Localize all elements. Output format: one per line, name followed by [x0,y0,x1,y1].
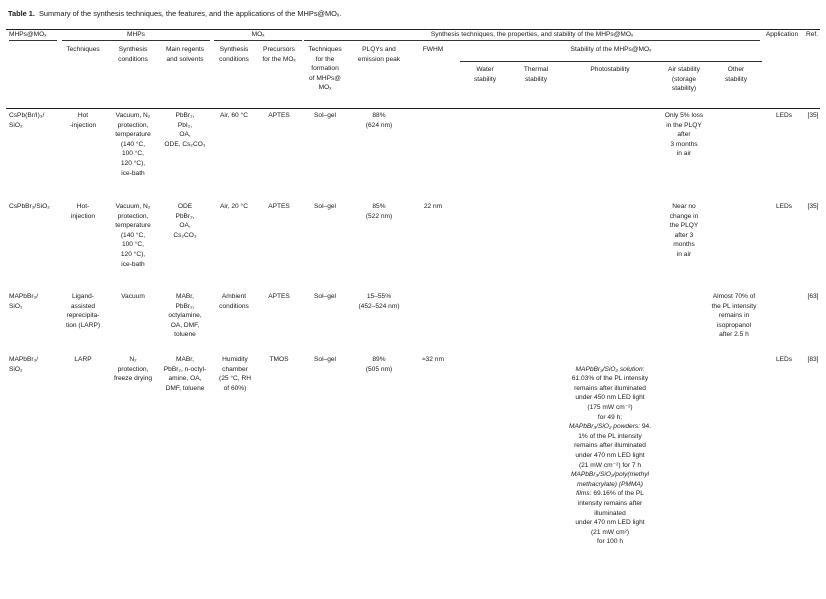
row3-mox-conditions: Ambient conditions [219,293,249,310]
row1-plqy: 88% (624 nm) [365,112,393,129]
header-stab-thermal: Thermal stability [523,66,549,83]
row2-formation: Sol–gel [314,203,336,210]
row3-material: MAPbBr₃/ SiO₂ [9,293,39,310]
header-group-synthesis: Synthesis techniques, the properties, and stability of the MHPs@MOₓ [430,31,634,38]
row4-formation: Sol–gel [314,356,336,363]
row4-photo-films-label: MAPbBr₃/SiO₂/poly(methyl methacrylate) (PMMA) films: [570,471,650,498]
row4-techniques: LARP [74,356,92,363]
row3-regents: MABr, PbBr₂, octylamine, OA, DMF, toluene [168,293,202,339]
header-mox-precursors: Precursors for the MOₓ [262,46,296,63]
header-mhps-conditions: Synthesis conditions [118,46,148,63]
row3-ref: [63] [807,293,819,300]
header-syn-techniques: Techniques for the formation of MHPs@ MOₓ [308,46,342,92]
header-ref: Ref. [805,31,819,38]
row2-regents: ODE PbBr₂, OA, Cs₂CO₃ [173,203,197,239]
row4-fwhm: ≈32 nm [422,356,444,363]
header-stab-air: Air stability (storage stability) [668,66,700,93]
row2-plqy: 85% (522 nm) [365,203,393,220]
row1-application: LEDs [775,112,793,119]
row4-application: LEDs [775,356,793,363]
header-mhps-regents: Main regents and solvents [165,46,205,63]
row1-air: Only 5% loss in the PLQY after 3 months in air [664,112,704,158]
row2-air: Near no change in the PLQY after 3 months in air [669,203,699,258]
row1-material: CsPb(Br/I)₃/ SiO₂ [9,112,45,129]
rule-stability [460,61,762,62]
header-stab-photo: Photostability [590,66,630,73]
row4-regents: MABr, PbBr₂, n-octyl- amine, OA, DMF, toluene [163,356,207,392]
row4-photostability [550,355,670,547]
row2-conditions: Vacuum, N₂ protection, temperature (140 °C, 100 °C, 120 °C), ice-bath [115,203,151,268]
row1-precursors: APTES [268,112,290,119]
row3-techniques: Ligand- assisted reprecipita- tion (LARP) [65,293,101,329]
header-mhps-mox: MHPs@MOₓ [9,31,47,38]
row1-ref: [35] [807,112,819,119]
rule-mhps-mox [9,40,57,41]
header-group-mhps: MHPs [127,31,145,38]
row4-photo-solution-label: MAPbBr₃/SiO₂ solution: [575,365,645,373]
row2-ref: [35] [807,203,819,210]
row1-formation: Sol–gel [314,112,336,119]
row2-fwhm: 22 nm [423,203,443,210]
row3-formation: Sol–gel [314,293,336,300]
header-bottom-rule [6,108,820,109]
table-caption-text: Summary of the synthesis techniques, the features, and the applications of the MHPs@MOₓ. [38,9,342,18]
row2-precursors: APTES [268,203,290,210]
row4-conditions: N₂ protection, freeze drying [113,356,153,383]
row2-techniques: Hot- injection [70,203,96,220]
row4-photo-films-text: 69.16% of the PL intensity remains after illuminated under 470 nm LED light (21 mW cm²) for 100 h [575,490,645,546]
header-group-stability: Stability of the MHPs@MOₓ [570,46,652,53]
header-mhps-techniques: Techniques [66,46,100,53]
table-caption [8,9,341,18]
row2-mox-conditions: Air, 20 °C [220,203,248,210]
header-group-mox: MOₓ [251,31,265,38]
row4-mox-conditions: Humidity chamber (25 °C, RH of 60%) [219,356,251,392]
row2-application: LEDs [775,203,793,210]
header-mox-conditions: Synthesis conditions [219,46,249,63]
row3-plqy: 15–55% (452–524 nm) [358,293,400,310]
row3-conditions: Vacuum [121,293,145,300]
header-syn-plqy: PLQYs and emission peak [357,46,401,63]
row1-techniques: Hot -injection [69,112,97,129]
row1-conditions: Vacuum, N₂ protection, temperature (140 °C, 100 °C, 120 °C), ice-bath [115,112,151,177]
row4-photo-solution-text: 61.03% of the PL intensity remains after illuminated under 450 nm LED light (175 mW cm⁻²) for 49 h; [571,375,649,421]
row4-photo-powders-text: 94. 1% of the PL intensity remains after illuminated under 470 nm LED light (21 mW cm⁻²) for 7 h [574,423,652,469]
header-stab-water: Water stability [474,66,496,83]
header-syn-fwhm: FWHM [422,46,444,53]
row4-plqy: 89% (505 nm) [365,356,393,373]
row1-regents: PbBr₂, PbI₂, OA, ODE, Cs₂CO₃ [164,112,206,148]
row4-material: MAPbBr₃/ SiO₂ [9,356,39,373]
row2-material: CsPbBr₃/SiO₂ [9,203,50,210]
row4-precursors: TMOS [269,356,289,363]
rule-mhps [62,40,210,41]
header-stab-other: Other stability [725,66,747,83]
rule-mox [214,40,302,41]
row4-ref: [83] [807,356,819,363]
row4-photo-powders-label: MAPbBr₃/SiO₂ powders: [568,423,641,431]
header-application: Application [765,31,799,38]
table-label: Table 1. [8,9,35,18]
row3-other: Almost 70% of the PL intensity remains in isopropanol after 2.5 h [711,293,757,339]
row3-precursors: APTES [268,293,290,300]
rule-synthesis [304,40,760,41]
row1-mox-conditions: Air, 60 °C [220,112,248,119]
